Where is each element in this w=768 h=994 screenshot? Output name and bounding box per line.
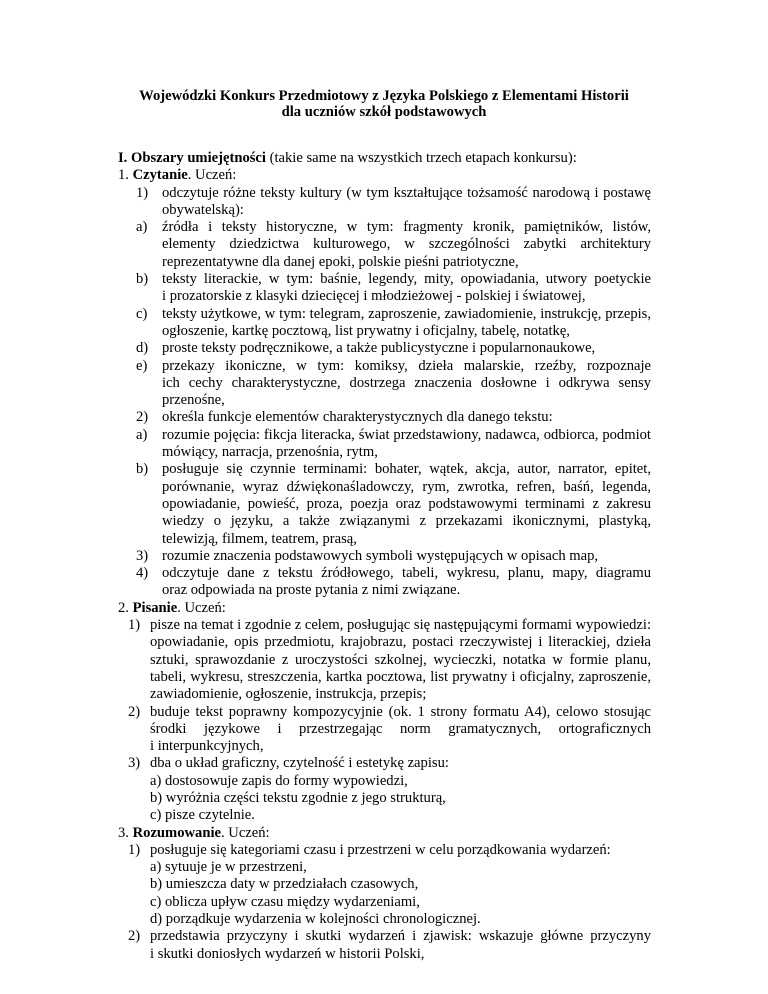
pisanie-intro: . Uczeń: xyxy=(177,599,226,616)
document-title-line-2: dla uczniów szkół podstawowych xyxy=(281,104,487,120)
pisanie-heading xyxy=(0,600,768,617)
document-body xyxy=(0,150,768,963)
list-item: 2) określa funkcje elementów charakterystycznych dla danego tekstu: xyxy=(136,409,553,426)
list-item: d) proste teksty podręcznikowe, a także publicystyczne i popularnonaukowe, xyxy=(136,340,596,357)
pisanie-name: Pisanie xyxy=(132,599,178,616)
czytanie-number: 1. xyxy=(118,167,129,184)
list-item: 1) posługuje się kategoriami czasu i przestrzeni w celu porządkowania wydarzeń: xyxy=(128,841,611,858)
list-item: b) umieszcza daty w przedziałach czasowych, xyxy=(150,876,419,893)
list-item-continuation: i prozatorskie z klasyki dziecięcej i młodzieżowej - polskiej i światowej, xyxy=(162,288,586,305)
list-item: a) sytuuje je w przestrzeni, xyxy=(150,859,307,876)
list-item: b) wyróżnia części tekstu zgodnie z jego strukturą, xyxy=(150,789,446,806)
rozumowanie-name: Rozumowanie xyxy=(132,824,221,841)
pisanie-number: 2. xyxy=(118,599,129,616)
list-item: 2) przedstawia przyczyny i skutki wydarzeń i zjawisk: wskazuje główne przyczyny xyxy=(128,928,651,945)
list-item: 1) odczytuje różne teksty kultury (w tym kształtujące tożsamość narodową i postawę xyxy=(136,184,651,201)
list-item-continuation: reprezentatywne dla danej epoki, polskie pieśni patriotyczne, xyxy=(162,253,519,270)
list-item: b) teksty literackie, w tym: baśnie, legendy, mity, opowiadania, utwory poetyckie xyxy=(136,271,651,288)
list-item-continuation: obywatelską): xyxy=(162,201,244,218)
list-item-continuation: ich cechy charakterystyczne, dostrzega znaczenia dosłowne i odkrywa sensy xyxy=(162,374,651,391)
list-item-continuation: sztuki, sprawozdanie z uroczystości szkolnej, wycieczki, notatka w formie planu, xyxy=(150,651,651,668)
list-item-continuation: opowiadanie, powieść, proza, poezja oraz podstawowymi terminami z zakresu xyxy=(162,495,651,512)
list-item-continuation: przenośne, xyxy=(162,392,225,409)
list-item-continuation: i skutki doniosłych wydarzeń w historii Polski, xyxy=(150,945,425,962)
document-title-line-1: Wojewódzki Konkurs Przedmiotowy z Języka Polskiego z Elementami Historii xyxy=(139,88,629,104)
rozumowanie-heading xyxy=(0,825,768,842)
list-item: a) dostosowuje zapis do formy wypowiedzi, xyxy=(150,772,408,789)
rozumowanie-intro: . Uczeń: xyxy=(220,824,270,841)
czytanie-intro: . Uczeń: xyxy=(187,167,237,184)
list-item: 2) buduje tekst poprawny kompozycyjnie (ok. 1 strony formatu A4), celowo stosując xyxy=(128,703,651,720)
list-item: 3) rozumie znaczenia podstawowych symboli występujących w opisach map, xyxy=(136,547,599,564)
list-item-continuation: elementy dziedzictwa kulturowego, w szczególności zabytki architektury xyxy=(162,236,651,253)
list-item: 4) odczytuje dane z tekstu źródłowego, tabeli, wykresu, planu, mapy, diagramu xyxy=(136,565,651,582)
list-item: a) źródła i teksty historyczne, w tym: fragmenty kronik, pamiętników, listów, xyxy=(136,219,651,236)
list-item: 3) dba o układ graficzny, czytelność i estetykę zapisu: xyxy=(128,755,449,772)
list-item-continuation: zawiadomienie, ogłoszenie, instrukcja, przepis; xyxy=(150,686,427,703)
list-item: e) przekazy ikoniczne, w tym: komiksy, dzieła malarskie, rzeźby, rozpoznaje xyxy=(136,357,651,374)
section-heading-bold: I. Obszary umiejętności xyxy=(118,150,266,166)
list-item: b) posługuje się czynnie terminami: bohater, wątek, akcja, autor, narrator, epitet, xyxy=(136,461,651,478)
section-heading-rest: (takie same na wszystkich trzech etapach konkursu): xyxy=(265,150,577,166)
section-heading xyxy=(0,150,768,167)
list-item-continuation: tabeli, wykresu, streszczenia, kartka pocztowa, list prywatny i oficjalny, zaproszenie, xyxy=(150,668,651,685)
list-item: c) oblicza upływ czasu między wydarzeniami, xyxy=(150,893,420,910)
list-item-continuation: opowiadanie, opis przedmiotu, krajobrazu, postaci rzeczywistej i literackiej, dzieła xyxy=(150,634,651,651)
czytanie-heading xyxy=(0,167,768,184)
list-item-continuation: wiedzy o języku, a także związanymi z przekazami ikonicznymi, plastyką, xyxy=(162,513,651,530)
rozumowanie-number: 3. xyxy=(118,824,129,841)
list-item-continuation: i interpunkcyjnych, xyxy=(150,738,264,755)
list-item-continuation: ogłoszenie, kartkę pocztową, list prywatny i oficjalny, tabelę, notatkę, xyxy=(162,322,570,339)
list-item-continuation: oraz odpowiada na proste pytania z nimi związane. xyxy=(162,582,461,599)
list-item-continuation: środki językowe i przestrzegając norm gramatycznych, ortograficznych xyxy=(150,720,651,737)
list-item: c) teksty użytkowe, w tym: telegram, zaproszenie, zawiadomienie, instrukcję, przepis, xyxy=(136,305,651,322)
czytanie-name: Czytanie xyxy=(132,167,188,184)
list-item: c) pisze czytelnie. xyxy=(150,807,255,824)
list-item: a) rozumie pojęcia: fikcja literacka, świat przedstawiony, nadawca, odbiorca, podmiot xyxy=(136,426,651,443)
list-item-continuation: porównanie, wyraz dźwiękonaśladowczy, rym, zwrotka, refren, baśń, legenda, xyxy=(162,478,651,495)
list-item-continuation: mówiący, narracja, przenośnia, rytm, xyxy=(162,444,378,461)
list-item-continuation: telewizją, filmem, teatrem, prasą, xyxy=(162,530,357,547)
list-item: 1) pisze na temat i zgodnie z celem, posługując się następującymi formami wypowiedzi: xyxy=(128,617,651,634)
list-item: d) porządkuje wydarzenia w kolejności chronologicznej. xyxy=(150,911,481,928)
